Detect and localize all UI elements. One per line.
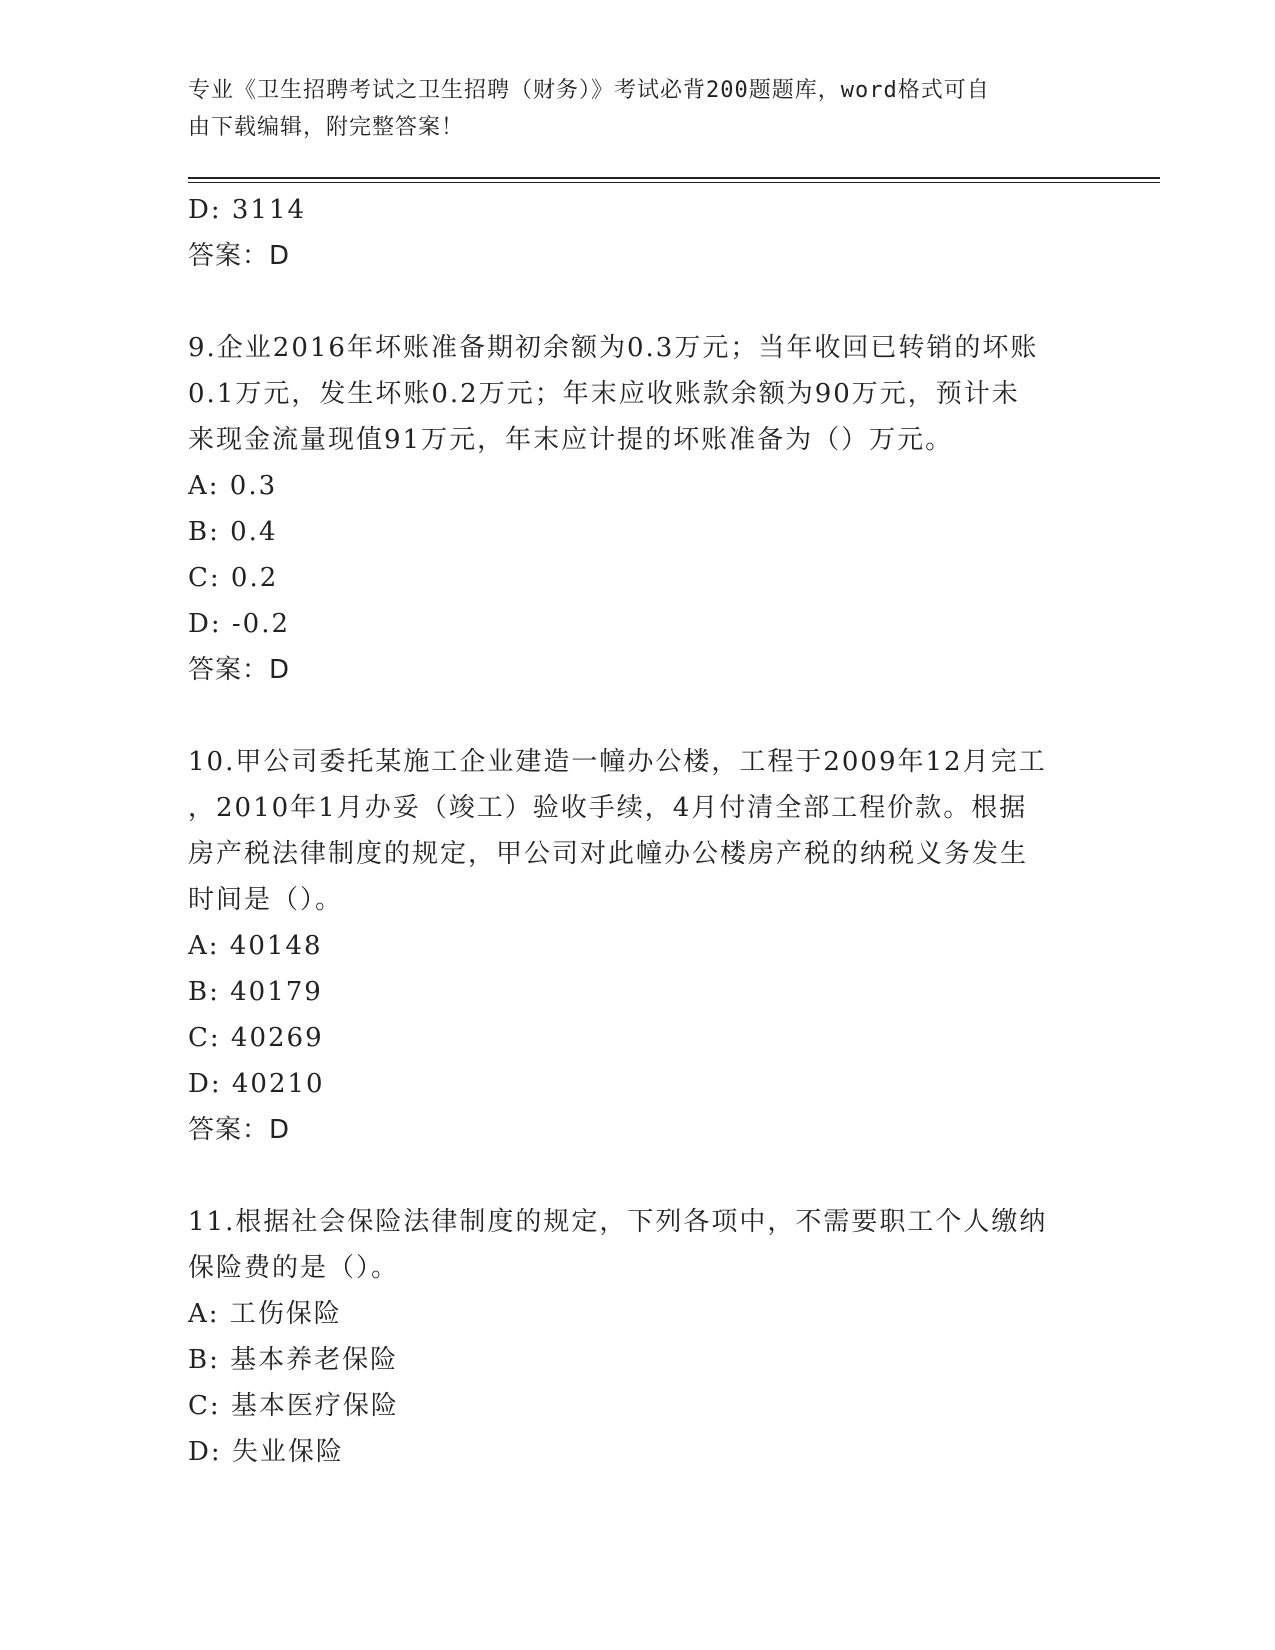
- option-a: A: 40148: [188, 931, 323, 961]
- header-line-2: 由下载编辑，附完整答案！: [188, 115, 465, 140]
- question-10: [188, 739, 1088, 1153]
- question-text-line: 0.1万元，发生坏账0.2万元；年末应收账款余额为90万元，预计未: [188, 379, 1020, 409]
- question-text-line: 来现金流量现值91万元，年末应计提的坏账准备为（）万元。: [188, 425, 954, 455]
- option-d: D: 3114: [188, 195, 307, 225]
- option-a: A: 0.3: [188, 471, 278, 501]
- previous-question-tail: [188, 187, 1088, 279]
- option-b: B: 0.4: [188, 517, 278, 547]
- answer-line: 答案：D: [188, 1115, 291, 1145]
- question-text-line: 11.根据社会保险法律制度的规定，下列各项中，不需要职工个人缴纳: [188, 1207, 1048, 1237]
- question-list: [188, 187, 1088, 1475]
- document-header: [188, 72, 1088, 146]
- spacer: [188, 693, 1088, 739]
- question-text-line: 房产税法律制度的规定，甲公司对此幢办公楼房产税的纳税义务发生: [188, 839, 1029, 869]
- answer-line: 答案：D: [188, 655, 291, 685]
- option-c: C: 基本医疗保险: [188, 1391, 399, 1421]
- option-d: D: 失业保险: [188, 1437, 344, 1467]
- answer-line: 答案：D: [188, 241, 291, 271]
- spacer: [188, 1153, 1088, 1199]
- option-d: D: -0.2: [188, 609, 291, 639]
- option-d: D: 40210: [188, 1069, 325, 1099]
- option-c: C: 0.2: [188, 563, 279, 593]
- question-11: [188, 1199, 1088, 1475]
- header-line-1: 专业《卫生招聘考试之卫生招聘（财务）》考试必背200题题库，word格式可自: [188, 78, 990, 103]
- question-text-line: 9.企业2016年坏账准备期初余额为0.3万元；当年收回已转销的坏账: [188, 333, 1039, 363]
- header-divider-thick: [188, 177, 1160, 179]
- question-text-line: 保险费的是（）。: [188, 1253, 400, 1283]
- option-a: A: 工伤保险: [188, 1299, 342, 1329]
- question-text-line: ，2010年1月办妥（竣工）验收手续，4月付清全部工程价款。根据: [188, 793, 1028, 823]
- question-9: [188, 325, 1088, 693]
- question-text-line: 时间是（）。: [188, 885, 344, 915]
- header-divider-thin: [188, 182, 1160, 183]
- option-b: B: 40179: [188, 977, 323, 1007]
- option-b: B: 基本养老保险: [188, 1345, 399, 1375]
- spacer: [188, 279, 1088, 325]
- option-c: C: 40269: [188, 1023, 324, 1053]
- question-text-line: 10.甲公司委托某施工企业建造一幢办公楼，工程于2009年12月完工: [188, 747, 1047, 777]
